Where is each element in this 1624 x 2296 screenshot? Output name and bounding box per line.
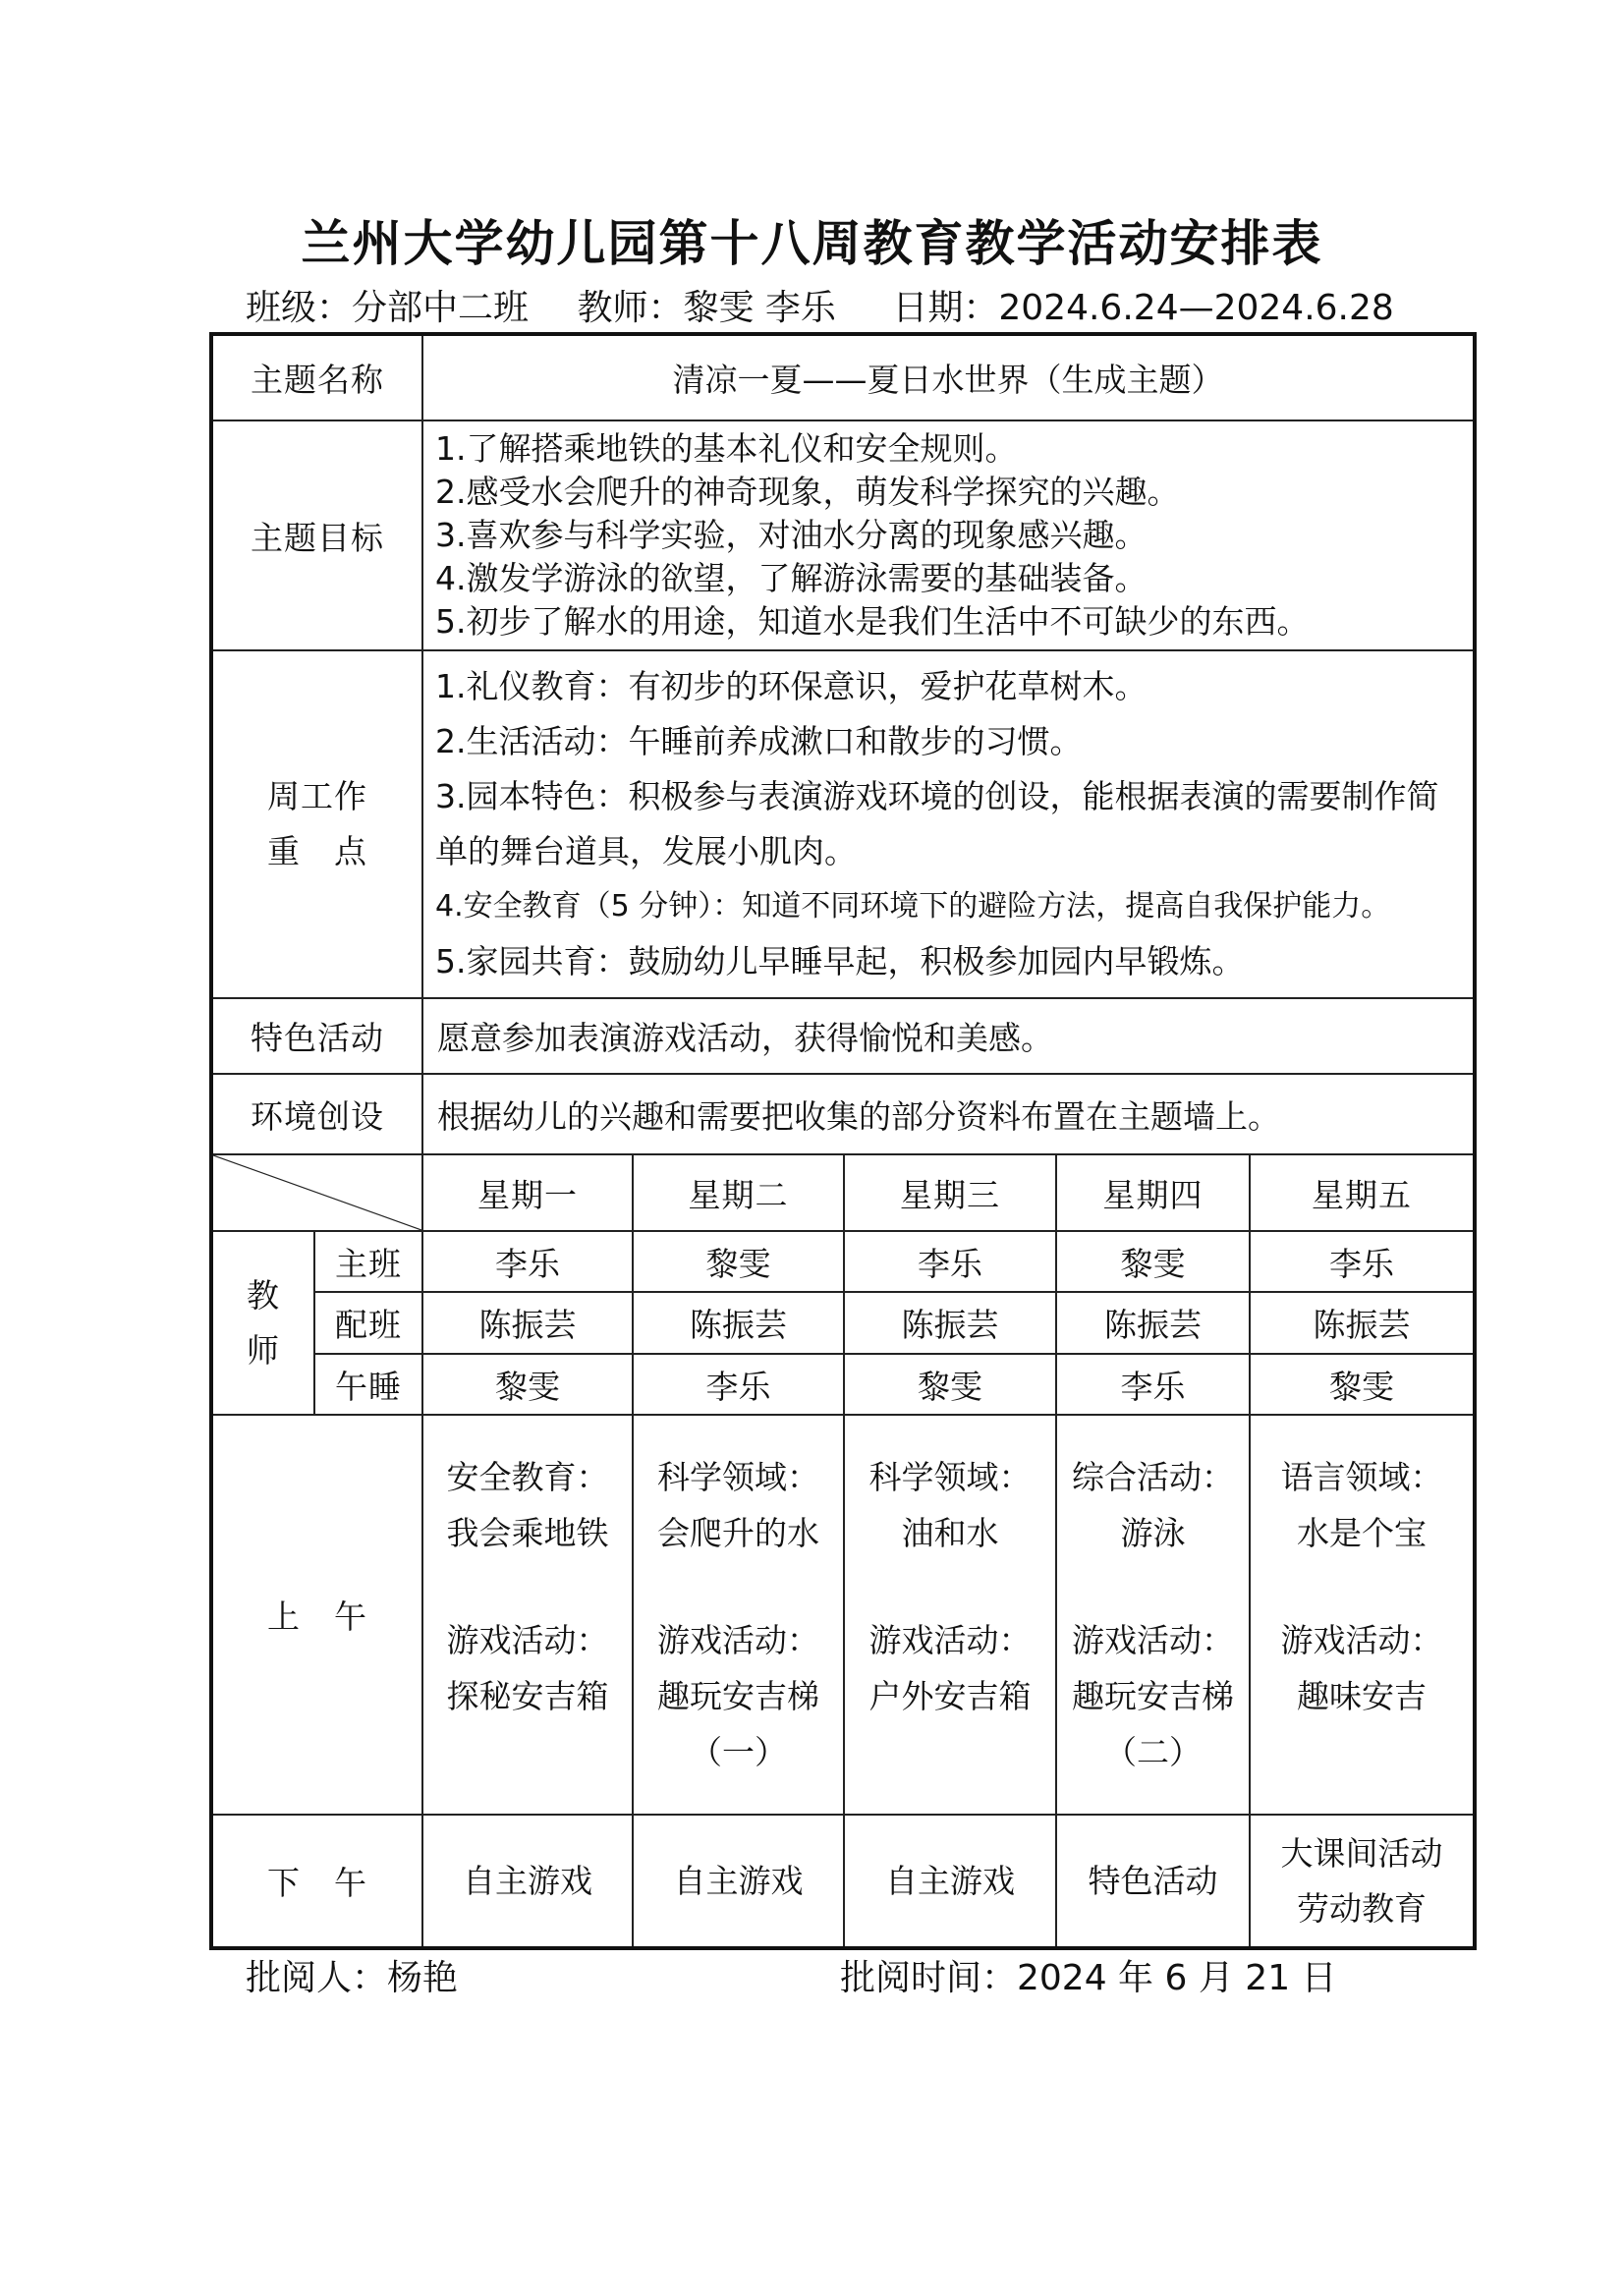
afternoon-activity: 自主游戏 [885,1861,1015,1900]
teacher-name: 陈振芸 [1056,1292,1250,1354]
afternoon-activity-cell [1056,1815,1250,1948]
theme-name-label: 主题名称 [211,334,422,420]
special-activity-label: 特色活动 [211,998,422,1074]
subtitle [246,280,1394,330]
focus-item: 单的舞台道具，发展小肌肉。 [435,832,857,870]
morning-activity-cell [1250,1415,1475,1815]
morning-activity-cell [633,1415,844,1815]
game-label: 游戏活动： [1280,1621,1443,1659]
morning-activity-cell [422,1415,633,1815]
weekday-header: 星期三 [844,1154,1056,1231]
teacher-name: 陈振芸 [1250,1292,1475,1354]
weekly-focus-list [422,650,1475,998]
game-subtitle: （二） [1104,1733,1202,1771]
game-label: 游戏活动： [446,1621,609,1659]
weekday-header: 星期四 [1056,1154,1250,1231]
goal-item: 5.初步了解水的用途，知道水是我们生活中不可缺少的东西。 [435,602,1310,641]
afternoon-label: 下 午 [211,1815,422,1948]
weekday-header: 星期二 [633,1154,844,1231]
teacher-name: 黎雯 [633,1231,844,1292]
morning-row [211,1415,1475,1815]
focus-item: 3.园本特色：积极参与表演游戏环境的创设，能根据表演的需要制作简 [435,777,1439,815]
teacher-name: 陈振芸 [633,1292,844,1354]
afternoon-activity-cell [633,1815,844,1948]
teacher-name: 陈振芸 [844,1292,1056,1354]
focus-item: 2.生活活动：午睡前养成漱口和散步的习惯。 [435,722,1083,760]
date-info: 日期：2024.6.24—2024.6.28 [892,288,1394,328]
weekly-focus-label-line2: 重 点 [267,832,367,870]
teacher-name: 李乐 [633,1354,844,1415]
teacher-name: 黎雯 [422,1354,633,1415]
morning-activity-cell [1056,1415,1250,1815]
teacher-info: 教师：黎雯 李乐 [577,288,836,328]
teacher-name: 李乐 [1250,1231,1475,1292]
afternoon-row [211,1815,1475,1948]
weekday-header: 星期五 [1250,1154,1475,1231]
afternoon-activity: 自主游戏 [673,1861,804,1900]
weekly-focus-label [211,650,422,998]
activity-title: 会爬升的水 [657,1514,819,1552]
teacher-label-line1: 教 [247,1275,280,1315]
theme-goals-label: 主题目标 [211,420,422,650]
theme-goals-list [422,420,1475,650]
schedule-table [209,332,1477,1950]
weekday-header-row [211,1154,1475,1231]
activity-domain: 科学领域： [657,1458,819,1496]
weekday-header: 星期一 [422,1154,633,1231]
goal-item: 3.喜欢参与科学实验，对油水分离的现象感兴趣。 [435,516,1148,554]
teacher-role: 配班 [314,1292,422,1354]
activity-title: 我会乘地铁 [446,1514,609,1552]
teacher-row-nap [211,1354,1475,1415]
game-title: 趣玩安吉梯 [1072,1677,1234,1715]
special-activity-row [211,998,1475,1074]
focus-item: 1.礼仪教育：有初步的环保意识，爱护花草树木。 [435,667,1148,705]
environment-label: 环境创设 [211,1074,422,1154]
game-subtitle [423,1724,632,1780]
teacher-name: 李乐 [1056,1354,1250,1415]
teacher-name: 黎雯 [1250,1354,1475,1415]
teacher-name: 李乐 [422,1231,633,1292]
goal-item: 4.激发学游泳的欲望，了解游泳需要的基础装备。 [435,559,1148,597]
morning-activity-cell [844,1415,1056,1815]
game-label: 游戏活动： [868,1621,1032,1659]
theme-name-value: 清凉一夏——夏日水世界（生成主题） [422,334,1475,420]
afternoon-activity-cell [422,1815,633,1948]
game-subtitle [1251,1724,1473,1780]
environment-row [211,1074,1475,1154]
page-title: 兰州大学幼儿园第十八周教育教学活动安排表 [301,215,1323,272]
theme-goals-row [211,420,1475,650]
activity-domain: 综合活动： [1072,1458,1234,1496]
weekly-focus-label-line1: 周工作 [267,777,367,815]
game-label: 游戏活动： [657,1621,819,1659]
activity-title: 水是个宝 [1297,1514,1427,1552]
class-info: 班级：分部中二班 [246,288,530,328]
diagonal-line [213,1155,421,1230]
morning-label: 上 午 [211,1415,422,1815]
activity-domain: 语言领域： [1280,1458,1443,1496]
game-title: 探秘安吉箱 [446,1677,609,1715]
activity-domain: 安全教育： [446,1458,609,1496]
game-title: 趣味安吉 [1297,1677,1427,1715]
teacher-name: 黎雯 [844,1354,1056,1415]
afternoon-activity-extra: 劳动教育 [1297,1888,1427,1928]
afternoon-activity: 特色活动 [1088,1861,1218,1900]
diagonal-corner-cell [211,1154,422,1231]
game-label: 游戏活动： [1072,1621,1234,1659]
goal-item: 2.感受水会爬升的神奇现象，萌发科学探究的兴趣。 [435,473,1180,511]
special-activity-value: 愿意参加表演游戏活动，获得愉悦和美感。 [422,998,1475,1074]
teacher-block-label [211,1231,314,1415]
activity-title: 油和水 [901,1514,999,1552]
game-title: 户外安吉箱 [868,1677,1032,1715]
reviewer: 批阅人：杨艳 [246,1958,459,1998]
game-title: 趣玩安吉梯 [657,1677,819,1715]
teacher-role: 主班 [314,1231,422,1292]
teacher-name: 李乐 [844,1231,1056,1292]
activity-domain: 科学领域： [868,1458,1032,1496]
focus-item: 4.安全教育（5 分钟）：知道不同环境下的避险方法，提高自我保护能力。 [435,889,1391,924]
afternoon-activity-cell [844,1815,1056,1948]
weekly-focus-row [211,650,1475,998]
teacher-name: 黎雯 [1056,1231,1250,1292]
teacher-row-main [211,1231,1475,1292]
environment-value: 根据幼儿的兴趣和需要把收集的部分资料布置在主题墙上。 [422,1074,1475,1154]
teacher-name: 陈振芸 [422,1292,633,1354]
review-time: 批阅时间：2024 年 6 月 21 日 [840,1958,1337,1998]
afternoon-activity: 大课间活动 [1280,1833,1443,1873]
afternoon-activity: 自主游戏 [463,1861,592,1900]
game-subtitle [845,1724,1055,1780]
activity-title: 游泳 [1120,1514,1186,1552]
focus-item: 5.家园共育：鼓励幼儿早睡早起，积极参加园内早锻炼。 [435,942,1245,980]
game-subtitle: （一） [690,1733,787,1771]
theme-name-row [211,334,1475,420]
teacher-row-assist [211,1292,1475,1354]
afternoon-activity-cell [1250,1815,1475,1948]
teacher-role: 午睡 [314,1354,422,1415]
teacher-label-line2: 师 [247,1330,280,1370]
goal-item: 1.了解搭乘地铁的基本礼仪和安全规则。 [435,429,1018,468]
